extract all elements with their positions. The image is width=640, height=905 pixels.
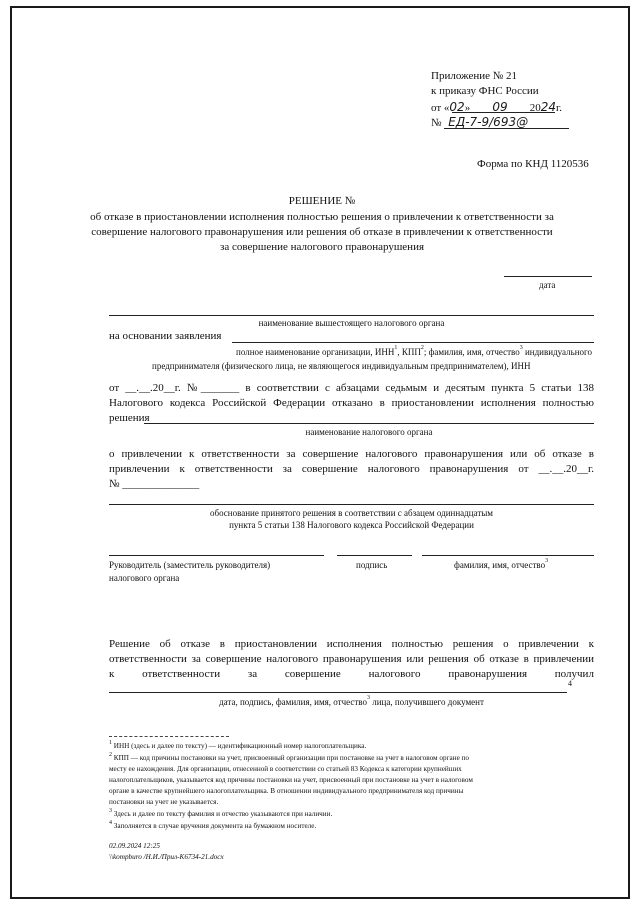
tax-body-label: наименование налогового органа: [305, 427, 433, 437]
footnote-separator: [109, 736, 229, 737]
basis-hint-1: полное наименование организации, ИНН$^1$, КПП$^2$; фамилия, имя, отчество$^3$ индивидуального: [236, 345, 592, 357]
para1-line-3: решения: [109, 412, 150, 424]
signature-sign-label: подпись: [356, 560, 388, 570]
document-title: РЕШЕНИЕ №: [288, 195, 356, 207]
order-label: к приказу ФНС России: [431, 85, 539, 97]
para2-line-3: № ______________: [109, 478, 200, 490]
appendix-label: Приложение № 21: [431, 70, 518, 82]
receipt-line-2: ответственности за совершение налогового правонарушения или решения об отказе в привлечении: [109, 653, 594, 665]
order-date: от «02» 09 2024г.: [431, 100, 563, 114]
receipt-line-3: к ответственности за совершение налогового правонарушения получил: [109, 668, 594, 680]
order-number-value: ЕД-7-9/693@: [448, 115, 529, 129]
print-datetime: 02.09.2024 12:25: [109, 842, 160, 850]
order-number: № ЕД-7-9/693@: [431, 115, 529, 129]
higher-body-label: наименование вышестоящего налогового органа: [258, 318, 445, 328]
document-page: [10, 6, 630, 899]
footnote-2-line-5: постановки на учет не указывается.: [109, 798, 219, 806]
footnote-2-line-4: органе в качестве крупнейшего налогоплательщика. В отношении индивидуального предпринимателя код причины: [109, 787, 464, 795]
form-code: Форма по КНД 1120536: [477, 158, 589, 170]
footnote-2-line-2: месту ее нахождения. Для организации, отнесенной в соответствии со статьей 83 Кодекса к категории крупнейших: [109, 765, 462, 773]
title-line-3: за совершение налогового правонарушения: [219, 241, 425, 253]
order-month: 09: [492, 100, 508, 114]
footnote-2: $^2$ КПП — код причины постановки на учет, присвоенный организации при постановке на учет в налоговом органе по: [109, 752, 470, 762]
footnote-4: $^4$ Заполняется в случае вручения документа на бумажном носителе.: [109, 820, 317, 830]
signature-head-line-1: Руководитель (заместитель руководителя): [109, 560, 271, 570]
para2-line-2: привлечении к ответственности за совершение налогового правонарушения от __.__.20__г.: [109, 463, 594, 475]
footnote-1: $^1$ ИНН (здесь и далее по тексту) — идентификационный номер налогоплательщика.: [109, 740, 367, 750]
signature-fio-label: фамилия, имя, отчество$^3$: [454, 558, 549, 570]
date-label: дата: [539, 280, 556, 290]
file-path: \\kompburo /Н.И./Прил-К6734-21.docx: [109, 853, 224, 861]
signature-head-line-2: налогового органа: [109, 573, 180, 583]
receipt-footnote-4: 4: [568, 679, 572, 688]
para1-line-2: Налогового кодекса Российской Федерации отказано в приостановлении исполнения полностью: [109, 397, 594, 409]
receipt-hint: дата, подпись, фамилия, имя, отчество$^3$ лица, получившего документ: [219, 695, 484, 707]
justification-line-1: обоснование принятого решения в соответствии с абзацем одиннадцатым: [209, 508, 493, 518]
footnote-2-line-3: налогоплательщиков, указывается код причины постановки на учет, присвоенный при постановке на учет в налоговом: [109, 776, 473, 784]
justification-line-2: пункта 5 статьи 138 Налогового кодекса Российской Федерации: [229, 520, 474, 530]
order-year: 24: [540, 100, 556, 114]
para2-line-1: о привлечении к ответственности за совершение налогового правонарушения или об отказе в: [109, 448, 594, 460]
title-line-2: совершение налогового правонарушения или решения об отказе в привлечении к ответственности: [91, 226, 553, 238]
para1-line-1: от __.__.20__г. №_______ в соответствии с абзацами седьмым и десятым пункта 5 статьи 138: [109, 382, 594, 394]
order-day: 02: [449, 100, 465, 114]
footnote-3: $^3$ Здесь и далее по тексту фамилия и отчество указываются при наличии.: [109, 808, 333, 818]
receipt-line-1: Решение об отказе в приостановлении исполнения полностью решения о привлечении к: [109, 638, 594, 650]
basis-hint-2: предпринимателя (физического лица, не являющегося индивидуальным предпринимателем), ИНН: [152, 361, 531, 371]
basis-prefix: на основании заявления: [109, 330, 222, 342]
title-line-1: об отказе в приостановлении исполнения полностью решения о привлечении к ответственности за: [90, 211, 554, 223]
